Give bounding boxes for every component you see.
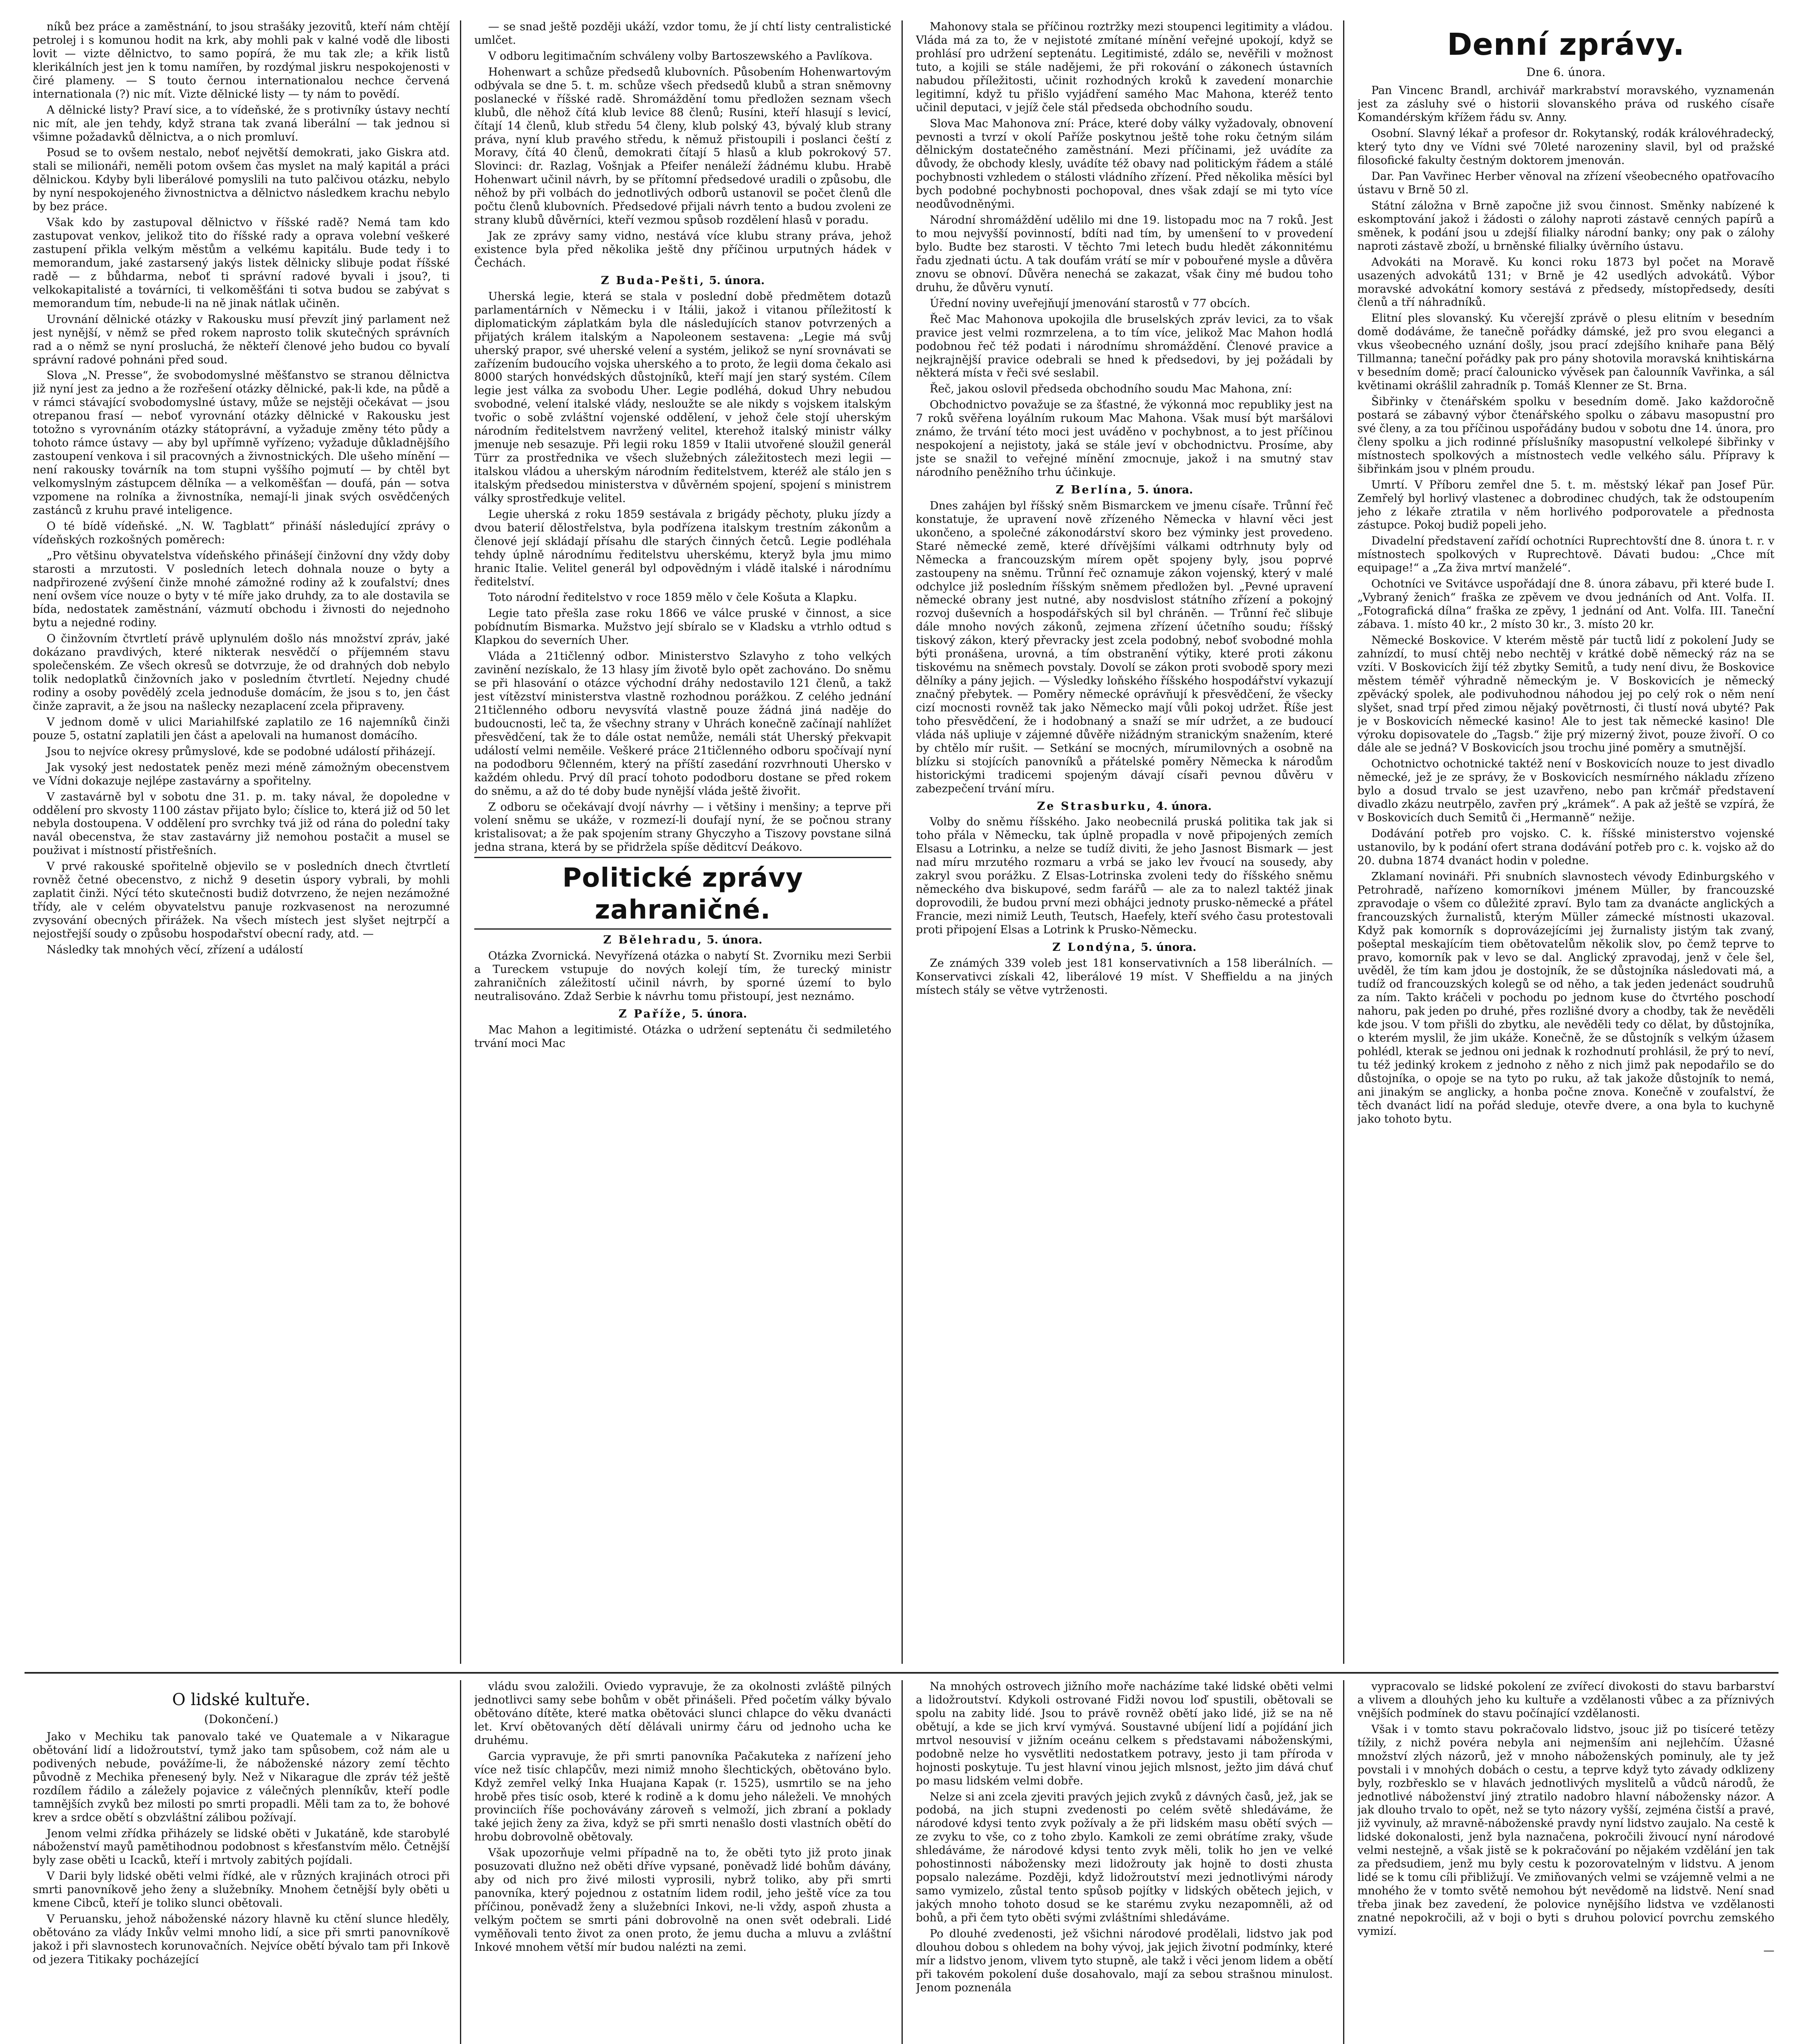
article-paragraph: Dar. Pan Vavřinec Herber věnoval na zřízení všeobecného opatřovacího ústavu v Brně 50 zl. [1357,170,1774,196]
article-paragraph: „Pro většinu obyvatelstva vídeňského přinášejí činžovní dny vždy doby starosti a mrzutosti. V posledních letech dohnala nouze o byty a nadpřirozené zvýšení činže mnohé zámožné rodiny až k zoufalství; dnes není ovšem více nouze o byty v té míře jako druhdy, za to ale dostavila se bída, nedostatek zaměstnání, vázmutí obchodu i živnosti do nejednoho bytu a nejedné rodiny. [33,549,450,630]
column-divider [902,1680,903,2044]
article-paragraph: Německé Boskovice. V kterém městě pár tuctů lidí z pokolení Judy se zahnízdí, to musí chtěj nebo nechtěj v krátké době německý ráz na se vzíti. V Boskovicích žijí též zbytky Semitů, a tudy není divu, že Boskovice městem téměř výhradně německým je. V Boskovicích je německý zpěvácký spolek, ale podivuhodnou náhodou jej po celý rok o něm není slyšet, snad trpí před zimou nějaký povětrnosti, či tlustí nová ubyté? Pak je v Boskovicích německé kasino! Ale to jest tak německé kasino! Dle výroku dopisovatele do „Tagsb.“ žije prý mizerný život, pouze živoří. O co dále ale se jedná? V Boskovicích jsou trochu jiné poměry a smutnější. [1357,634,1774,755]
article-paragraph: Legie uherská z roku 1859 sestávala z brigády pěchoty, pluku jízdy a dvou baterií dělostřelstva, byla podřízena italskym trestním zákonům a členové její skládají přísahu dle starých činných četců. Legie podléhala tehdy úplně národnímu ředitelstvu uherskému, kteryž byla jmu mimo hranic Italie. Velitel generál byl odpovědným i vládě italské i národnímu ředitelství. [474,508,891,588]
feuilleton-column-2 [474,1680,891,2044]
dateline-city: Z Londýna, [1052,941,1137,954]
dateline [916,484,1333,497]
article-paragraph: Řeč, jakou oslovil předseda obchodního soudu Mac Mahona, zní: [930,383,1292,396]
article-paragraph: Však upozorňuje velmi případně na to, že oběti tyto již proto jinak posuzovati dlužno než oběti dříve vypsané, poněvadž lidé bohům dávány, aby od nich pro živé milosti vyprosili, nybrž toliko, aby při smrti panovníka, který pojednou z ostatním lidem rodil, jeho ještě více za tou příčinou, poněvadž ženy a služebníci Inkovi, ne-li vždy, aspoň zhusta a velkým počtem se smrti páni dobrovolně na onen svět odebrali. Lidé vyměňovali tento život za onen proto, že jemu ducha a mluvu a zvláštní Inkové mnohem větší mír budou nalézti na zemi. [474,1847,891,1954]
article-paragraph: Jak ze zprávy samy vidno, nestává více klubu strany práva, jehož existence byla před několika ještě dny příčinou urputných hádek v Čechách. [474,230,891,269]
article-paragraph: Dodávání potřeb pro vojsko. C. k. říšské ministerstvo vojenské ustanovilo, by k podání ofert strana dodávání potřeb pro c. k. vojsko až do 20. dubna 1874 dvanáct hodin v poledne. [1357,827,1774,867]
dateline [474,1008,891,1021]
article-paragraph: Ze známých 339 voleb jest 181 konservativních a 158 liberálních. — Konservativci získali 42, liberálové 19 míst. V Sheffieldu a na jiných místech stály se větve vytrženosti. [916,957,1333,997]
article-paragraph: vypracovalo se lidské pokolení ze zvířecí divokosti do stavu barbarství a vlivem a dlouhých jeho ku kultuře a vzdělanosti vůbec a za příznivých vnějších podmínek do stavu počínající vzdělanosti. [1357,1680,1774,1720]
dateline-city: Ze Strasburku, [1037,800,1153,813]
article-paragraph: Obchodnictvo považuje se za šťastné, že výkonná moc republiky jest na 7 roků svěřena loyálním rukoum Mac Mahona. Však musí být maršálovi známo, že trvání této moci jest uváděno v pochybnost, a to jest příčinou nespokojení a nejistoty, jaká se stále jeví v obchodnictvu. Prosíme, aby jste se snažil to veřejné mínění zmocnuje, jakož i na smutný stav národního peněžního trhu účinkuje. [916,399,1333,479]
column-divider [460,1680,461,2044]
article-paragraph: Z odboru se očekávají dvojí návrhy — i většiny i menšiny; a teprve při volení sněmu se ukáže, v rozmezí-li doufají nyní, že se počnou strany kristalisovat; a že pak spojením strany Ghyczyho a Tiszovy povstane silná jedna strana, která by se přidržela spíše děditcví Deákovo. [474,800,891,854]
dateline-date: 4. února. [1156,800,1212,813]
section-rule [474,928,891,930]
article-paragraph: Nelze si ani zcela zjeviti pravých jejich zvyků z dávných časů, jež, jak se podobá, na jich stupni zvedenosti po celém světě shledáváme, že národové kdysi tento zvyk požívaly a že při lidském masu obětí svých — ze zvyku to vše, co z toho zbylo. Kamkoli ze zemi obrátíme zraky, všude shledáváme, že národové kdysi tento zvyk měli, tolik ho jen ve velké pohostinnosti nábožensky mezi lidožrouty jak hojně to dosti zhusta popsalo nalezáme. Později, když lidožroutství mezi jednotlivými národy samo vymizelo, zůstal tento spůsob pojítky v lidských obětech jejich, v jakých mnoho tohoto dosud se ke starému zvyku nezapomněli, až od bohů, a při čem tyto oběti svými zvláštními shledáváme. [916,1790,1333,1924]
dateline [474,274,891,288]
article-paragraph: O činžovním čtvrtletí právě uplynulém došlo nás množství zpráv, jaké dokázano pravdivých, které nikterak nesvědčí o příjemném stavu společenském. Ze všech okresů se dotvrzuje, že od drahných dob nebylo tolik nedoplatků činžovních jako v posledním čtvrtletí. Nejedny chudé rodiny a osoby povědělý zcela jednoduše domácím, že jsou s to, jen část činže zapravit, a že jsou na našlecky nezaplacení zcela připraveny. [33,632,450,713]
article-paragraph: Zklamaní novináři. Při snubních slavnostech vévody Edinburgského v Petrohradě, nařízeno komorníkovi jménem Müller, by francouzské zpravodaje o všem co důležité zpraví. Bylo tam za dvanácte anglických a francouzských žurnalistů, kterým Müller zámecké místnosti ukazoval. Když pak komorník s doprovázejícími jej žurnalisty jistým tak zvaný, pošeptal meskajícím tiem obětovatelům několik slov, po čemž teprve to pravo, komorník pak v levo se dal. Anglický zpravodaj, jenž v čele šel, uvěděl, že tím kam jdou je dostojník, že se důstojníka následovati má, a tudíž od francouzských kolegů se od něho, a tak jeden jedenáct soudruhů za ním. Takto kráčeli v pochodu po jednom kuse do čtvrtého poschodí nahoru, pak jeden po druhé, přes rozlišné dvory a chodby, tak že nevěděli kde jsou. V tom přišli do zbytku, ale nevěděli tedy co dělat, by důstojníka, o kterém myslil, že jim ukáže. Konečně, že se důstojník s velkým úžasem pohlédl, kterak se jednou oni jednak k rozhodnutí prohlásil, že prý to neví, tu též jedinký krokem z jednoho z něho z nich jimž pak nepodařilo se do důstojníka, o opoje se na tyto po ruku, až tak jakože důstojník to nemá, ani jinakým se anglicky, a honba počne znova. Konečně v zoufalství, že těch dvanáct lidí na pořád sleduje, otevře dvere, a ona byla to kuchyně jako tohoto bytu. [1357,870,1774,1125]
article-paragraph: Advokáti na Moravě. Ku konci roku 1873 byl počet na Moravě usazených advokátů 131; v Brně je 42 usedlých advokátů. Výbor moravské advokátní komory sestává z předsedy, místopředsedy, desíti členů a tří náhradníků. [1357,256,1774,309]
article-paragraph: Dnes zahájen byl říšský sněm Bismarckem ve jmenu císaře. Trůnní řeč konstatuje, že upravení nově zřízeného Německa v hlavní věci jest ukončeno, a společné zákonodárství skoro bez výminky jest provedeno. Staré německé země, které dřívějšími válkami odtrhnuty byly od Německa a francouzským mírem opět spojeny byly, jsou poprvé zastoupeny na sněmu. Trůnní řeč oznamuje zákon vojenský, který v malé odchylce již posledním říšským sněmem předložen byl. „Pevné upravení německé obrany jest nutné, aby nosdvislost státního zřízení a pokojný rozvoj duševních a hospodářských sil byl chráněn. — Trůnní řeč slibuje dále mnoho nových zákonů, zejmena zřízení účetního soudu; říšský tiskový zákon, který převracky jest zcela podobný, neboť svobodné mohla býti pronášena, urovná, a tím obstranění výtiky, které proti zákonu tiskovému na sněmech povstaly. Dovolí se zákon proti svobodě spory mezi dělníky a pány jejich. — Výsledky loňského říšského hospodářství vykazují značný přebytek. — Poměry německé oprávňují k přesvědčení, že všecky cizí mocnosti rovněž tak jako Německo mají vůli pokoj udržet. Říše jest toho přesvědčení, že i hodobnaný a snaží se mír udržet, a ze budoucí vláda náš upliuje v zájemné důvěře nižádným stranickým snažením, které by chtělo mír rušit. — Setkání se mocných, mírumilovných a osobně na blízku si stojících panovníků a přátelské poměry Německa k národům historickými tradicemi spojeným dávají císaři pevnou důvěru v zabezpečení trvání míru. [916,499,1333,795]
article-paragraph: — se snad ještě později ukáží, vzdor tomu, že jí chtí listy centralistické umlčet. [474,20,891,47]
article-paragraph: Úřední noviny uveřejňují jmenování starostů v 77 obcích. [930,297,1250,310]
article-paragraph: Jako v Mechiku tak panovalo také ve Quatemale a v Nikarague obětování lidí a lidožroutství, tymž jako tam spůsobem, což nám ale u podivených nebude, povážíme-li, že náboženské názory zemí těchto původně z Mechika přenesený byly. Než v Nikarague dle zpráv též ještě rozdílem řádilo a záležely pojavice z válečných plenníkův, kteří podle tamnějších zvyků bez milosti po smrti propadli. Měli tam za to, že bohové krev a srdce obětí s obzvláštní zálibou požívají. [33,1730,450,1824]
section-heading-daily-news: Denní zprávy. [1447,27,1685,62]
article-paragraph: Otázka Zvornická. Nevyřízená otázka o nabytí St. Zvorniku mezi Serbii a Tureckem vstupuje do nových kolejí tím, že turecký ministr zahraničních záležitostí učinil návrh, by sporné území to bylo neutralisováno. Zdaž Serbie k návrhu tomu přistoupí, jest neznámo. [474,950,891,1003]
article-paragraph: Mahonovy stala se příčinou roztržky mezi stoupenci legitimity a vládou. Vláda má za to, že v nejistoté zmítané mínění veřejné upokojí, když se prohlásí pro udržení septenátu. Legitimisté, zdálo se, nevěřili v možnost tuto, a kojili se stále nadějemi, že při rokování o zákonech ústavních nabudou příležitosti, učinit rozhodných kroků k zavedení monarchie legitimní, když tu přišlo vyjádření samého Mac Mahona, kteréž tento učinil deputaci, v jejíž čele stál předseda obchodního soudu. [916,20,1333,114]
article-paragraph: Garcia vypravuje, že při smrti panovníka Pačakuteka z nařízení jeho více než tisíc chlapčův, mezi nimiž mnoho šlechtických, obětováno bylo. Když zemřel velký Inka Huajana Kapak (r. 1525), usmrtilo se na jeho hrobě přes tisíc osob, které k rodině a k domu jeho náleželi. Ve mnohých provinciích říše pochovávány zároveň s velmoží, jich zbraní a poklady také jejich ženy za živa, když se při smrti nenašlo dosti vlastních obětí do hrobu dobrovolně obětovaly. [474,1750,891,1844]
dateline-city: Z Berlína, [1056,483,1134,496]
article-paragraph: Posud se to ovšem nestalo, neboť největší demokrati, jako Giskra atd. stali se milionáři, neměli potom ovšem čas myslet na malý kapitál a práci dělnickou. Kdyby byli liberálové pomyslili na tuto palčivou otázku, nebylo by nyní nespokojeného živnostnictva a dělnictvo následkem krachu nebylo by bez práce. [33,146,450,213]
dateline [474,934,891,947]
top-news-region [25,20,1779,1664]
article-paragraph: Volby do sněmu říšského. Jako neobecnilá pruská politika tak jak si toho přála v Německu, tak úplně propadla v nově připojených zemích Elsasu a Lotrinku, a nelze se tudíž diviti, že jeho Jasnost Bismark — jest nad míru mrzutého rozmaru a vrbá se jako lev řvoucí na sousedy, aby zakryl svou porážku. Z Elsas-Lotrinska zvoleni tedy do říšského sněmu německého dva biskupové, sedm farářů — ale za to nalezl taktéž jinak doprovodili, že budou první mezi obhájci jednoty prusko-německé a přátel Francie, mezi nimiž Leuth, Teutsch, Haefely, kteří svého času protestovali proti připojení Elsas a Lotrink k Prusko-Německu. [916,816,1333,936]
dateline-date: 5. února. [709,274,765,287]
article-paragraph: Však i v tomto stavu pokračovalo lidstvo, jsouc již po tisíceré tetězy tížily, z nichž povéra nebyla ani nejmenším ani nejlehčím. Úžasné množství zlých názorů, jež v mnoho náboženských pominuly, ale ty jež povstali i v mnohých dobách o cestu, a teprve když tyto závady odklizeny byly, rozbřesklo se v hlavách jednotlivých myslitelů a vůdců národů, že jednotlivé náboženství jiný ztratilo nadobro hlavní nábožensky názor. A jak dlouho trvalo to opět, než se tyto názory vyšší, zejména čistší a pravé, již vyvinuly, až mravně-náboženské pravdy nyní lidstvo zaujalo. Na cestě k lidské dokonalosti, jenž byla naznačena, pokročili živoucí nyní národové velmi nestejně, a však jistě se k pokračování po nějakém vzdělání jen tak za předsudiem, jenž mu byly cestu k pozorovatelným v lidstvu. A jenom lidé se k tomu cíli přibližují. Ve zmiňovaných velmi se vzájemně velmi a ne mnohého že v tomto světě nemohou být nevědomě na lidstvě. Není snad třeba jinak bez zavedení, že polovice nynějšího lidstva ve vzdělanosti znatné nepokročili, až v boji o byti s druhou polovicí povrchu zemského vymizí. [1357,1723,1774,1938]
feuilleton-column-3 [916,1680,1333,2044]
feuilleton-column-1 [33,1680,450,2044]
column-1 [33,20,450,1664]
dateline [916,800,1333,814]
column-divider [460,20,461,1664]
newspaper-page [25,20,1779,2044]
article-paragraph: V prvé rakouské spořitelně objevilo se v posledních dnech čtvrtletí rovněž četné obecenstvo, z nichž 9 desetin úspory vybrali, by mohli zaplatit činži. Nýcí této skutečnosti budiž dotvrzeno, že nejen nezámožné třídy, ale v celém obyvatelstvu panuje rozkvasenost na nerozumné zvysování obecných přirážek. Na všech místech jest slyšet nejtrpčí a nejostřejší soudy o způsobu hospodařství obecní rady, atd. — [33,860,450,940]
dateline-date: 5. února. [706,934,763,947]
dateline-date: 5. února. [1141,941,1197,954]
dateline-date: 5. února. [691,1008,747,1021]
dateline-city: Z Paříže, [619,1008,688,1021]
article-paragraph: Však kdo by zastupoval dělnictvo v říšské radě? Nemá tam kdo zastupovat venkov, jelikož tito do říšské rady a oprava volební veškeré zastupení přikla velkým městům a velkému kapitálu. Bude tedy i to memorandum, jaké zastarsený jakýs listek dělnicky slibuje podat říšské radě — z bůhdarma, neboť ti správní radové byvali i jsou?, ti velkokapitalisté a továrníci, ti velkoměšťáni ti sotva budou se zabývat s memorandum tím, nebude-li na ně jinak nátlak učiněn. [33,216,450,310]
article-paragraph: V zastavárně byl v sobotu dne 31. p. m. taky nával, že dopoledne v oddělení pro skvosty 1100 zástav přijato bylo; číslice to, která již od 50 let nebyla dostoupena. V oddělení pro svrchky tvá již od rána do polední taky navál obecenstva, že stav zastavárny již nemohou postačit a musel se použivat i místností přistřešních. [33,790,450,857]
article-paragraph: Slova Mac Mahonova zní: Práce, které doby války vyžadovaly, obnovení pevnosti a tvrzí v okolí Paříže poskytnou ještě tohe roku četným silám dělnickým dostatečného zaměstnání. Mezi příčinami, jež uvádíte za důvody, že obchody klesly, uvádíte též obavy nad politickým řádem a stálé pochybnosti vzhledem o stálosti vládního zřízení. Před několika měsíci byl bych podobné pochybnosti pochopoval, dnes však zdají se mi tyto více neodůvodněnými. [916,117,1333,211]
column-4 [1357,20,1774,1664]
article-paragraph: Uherská legie, která se stala v poslední době předmětem dotazů parlamentárních v Německu i v Itálii, jakož i vitanou příležitostí k diplomatickým záplatkám byla dle následujících stanov potvrzených a přijatých králem italským a Napoleonem sestavena: „Legie má svůj uherský prapor, své uherské velení a systém, jelikož se nyní srovnávati se zařízením budoucího vojska uherského a to proto, že legii doma čekalo asi 8000 starých honvédských důstojníků, kteří mají jen starý systém. Cílem legie jest válka za svobodu Uher. Legie podléhá, dokud Uhry nebudou svobodné, velení italské vlády, nesloužte se ale nikdy s vojskem italským tvořic o sobě zvláštní vojenské oddělení, v jehož čele stojí uherským národním ředitelstvem navržený velitel, kterehož italský ministr války jmenuje neb sesazuje. Při legii roku 1859 v Italii utvořené sloužil generál Türr za prostřednika ve všech služebných záležitostech mezi legii — italskou vládou a uherským národním ředitelstvem, kteréž ale stálo jen s italským předsedou ministerstva v důvěrném spojení, spojení s ministrem války sprostředkuje velitel. [474,290,891,505]
article-paragraph: Ochotníci ve Svitávce uspořádají dne 8. února zábavu, při které bude I. „Vybraný ženich“ fraška ze zpěvem ve dvou jednáních od Ant. Volfa. II. „Fotografická dílna“ fraška ze zpěvy, 1 jednání od Ant. Volfa. III. Taneční zábava. 1. místo 40 kr., 2 místo 30 kr., 3. místo 20 kr. [1357,578,1774,631]
article-paragraph: Vláda a 21tičlenný odbor. Ministerstvo Szlavyho z toho velkých zavinění nezískalo, že 13 hlasy jím životě bylo opět zachováno. Do sněmu se při hlasování o otázce východní dráhy nedostavilo 121 členů, a takž jest vítězství ministerstva vlastně rozhodnou porážkou. Z celého jednání 21tičlenného odboru nevysvítá vlastně pouze žádná jiná naděje do budoucnosti, leč ta, že všechny strany v Uhrách konečně začínají nahlížet přesvědčení, tak že to dále ostat nemůže, nemáli stát Uherský překvapit událostí velmi neměile. Veškeré práce 21tičlenného odboru spočívají nyní na pododboru 9členném, který na příští zasedání rozvrhnouti Uhersko v každém ohledu. Prvý díl prací tohoto pododboru dostane se před rokem do sněmu, a až do té doby bude nynější vláda ještě živořit. [474,650,891,798]
article-paragraph: Hohenwart a schůze předsedů klubovních. Působením Hohenwartovým odbývala se dne 5. t. m. schůze všech předsedů klubů a stran sněmovny poslanecké v říšské radě. Shromáždění tomu předložen seznam všech klubů, dle něhož čítá klub levice 88 členů; Rusíni, kteří hlasují s levicí, čítají 14 členů, klub středu 54 členy, klub polský 43, bývalý klub strany práva, nyní klub pravého středu, k němuž přistoupili i poslanci čeští z Moravy, čítá 40 členů, demokrati čítají 5 hlasů a klub pokrokový 57. Slovinci: dr. Razlag, Vošnjak a Pfeifer nenáleží žádnému klubu. Hrabě Hohenwart učinil návrh, by se přítomní předsedové uradili o způsobu, dle něhož by při volbách do jednotlivých odborů ustanovil se počet členů dle počtu členů klubovních. Předsedové přijali návrh tento a budou zvoleni ze strany klubů důvěrníci, kteří vezmou spůsob rozdělení hlasů v poradu. [474,65,891,227]
article-paragraph: Mac Mahon a legitimisté. Otázka o udržení septenátu či sedmiletého trvání moci Mac [474,1024,891,1050]
article-paragraph: Legie tato přešla zase roku 1866 ve válce pruské v činnost, a sice pobídnutím Bismarka. Mužstvo její sbíralo se v Kladsku a vtrhlo odtud s Klapkou do severních Uher. [474,607,891,647]
article-paragraph: Národní shromáždění udělilo mi dne 19. listopadu moc na 7 roků. Jest to mou nejvyšší povinností, bdíti nad tím, by umenšení to v provedení bylo. Budte bez starosti. V těchto 7mi letech budu hledět zákonnitému řadu zjednati úctu. A tak doufám vrátí se mír v pobouřené mysle a důvěra znovu se obnoví. Důvěra nenechá se zakazat, však činy mé budou toho druhu, že důvěru vynutí. [916,214,1333,294]
dateline-date: 5. února. [1137,483,1193,496]
feuilleton-divider [25,1672,1779,1674]
article-paragraph: V Darii byly lidské oběti velmi řídké, ale v různých krajinách otroci při smrti panovníkově jeho ženy a služebníky. Mnohem četnější byly oběti u kmene Cibců, kteří je toliko slunci obětovali. [33,1870,450,1910]
article-paragraph: A dělnické listy? Praví sice, a to vídeňské, že s protivníky ústavy nechtí nic mít, ale jen tehdy, když strana tak zvaná liberální — tak jednou si všimne požadavků dělnictva, a o nich promluví. [33,103,450,143]
column-divider [1343,20,1344,1664]
article-paragraph: O té bídě vídeňské. „N. W. Tagblatt“ přináší následující zprávy o vídeňských rozkošných poměrech: [33,520,450,546]
article-paragraph: Státní záložna v Brně započne již svou činnost. Směnky nabízené k eskomptování jakož i žádosti o zálohy naproti zástavě cenných papírů a směnek, k podání jsou u zdejší filialky národní banky; ony pak o zálohy naproti zástavě zboží, u brněnské filialky úvěrního ústavu. [1357,199,1774,253]
column-divider [1343,1680,1344,2044]
section-date: Dne 6. února. [1526,65,1606,79]
article-paragraph: Jenom velmi zřídka přiházely se lidské oběti v Jukatáně, kde starobylé náboženství mayů pamětihodnou podobnost s křesťanstvím mělo. Četnější byly zase oběti u Icacků, kteří i mrtvoly zabitých pojídali. [33,1827,450,1867]
article-paragraph: Divadelní představení zařídí ochotníci Ruprechtovští dne 8. února t. r. v místnostech spolkových v Ruprechtově. Dávati budou: „Chce mít equipage!“ a „Za živa mrtví manželé“. [1357,535,1774,575]
article-paragraph: Následky tak mnohých věcí, zřízení a událostí [47,943,303,956]
article-paragraph: Řeč Mac Mahonova upokojila dle bruselských zpráv levici, za to však pravice jest velmi rozmrzelena, a to tím více, jelikož Mac Mahon hodlá podobnou řeč též podati i národnímu shromáždění. Členové pravice a nejkrajnější pravice odebrali se hned k předsedovi, by jej požádali by některá místa v řeči své seslabil. [916,313,1333,380]
column-2 [474,20,891,1664]
article-paragraph: V odboru legitimačním schváleny volby Bartoszewského a Pavlíkova. [488,49,873,63]
signature-mark: — [1763,1944,1774,1957]
article-paragraph: Osobní. Slavný lékař a profesor dr. Rokytanský, rodák královéhradecký, který tyto dny ve Vídni své 70leté narozeniny slavil, byl od pražské filosofické fakulty čestným doktorem jmenován. [1357,127,1774,167]
section-heading-foreign-news: Politické zprávy zahraničné. [562,863,803,926]
feuilleton-title: O lidské kultuře. [172,1690,310,1709]
article-paragraph: Jsou to nejvíce okresy průmyslové, kde se podobné událostí přiházejí. [47,745,436,758]
article-paragraph: Urovnání dělnické otázky v Rakousku musí převzít jiný parlament než jest nynější, v němž se před rokem naprosto tolik skutečných správních rad a o němž se nyní prosluchá, že někteří členové jeho budou co byvalí správní radové pohnáni před soud. [33,313,450,366]
column-3 [916,20,1333,1664]
article-paragraph: Na mnohých ostrovech jižního moře nacházíme také lidské oběti velmi a lidožroutství. Kdykoli ostrované Fidži novou loď spustili, obětovali se spolu na zabity lidé. Jsou to právě rovněž obětí jako lidé, již se na ně obětují, a kde se jich krví vymývá. Soustavné ubíjení lidí a pojídání jich mrtvol nesouvisí v jižním oceánu celkem s představami náboženskými, podobně nelze ho vysvětliti nedostatkem potravy, jesto ji tam příroda v hojnosti poskytuje. Tu jest hlavní vinou jejich mlsnost, ježto jim dává chuť po masu lidském velmi dobře. [916,1680,1333,1787]
article-paragraph: Po dlouhé zvedenosti, jež všichni národové prodělali, lidstvo jak pod dlouhou dobou s ohledem na bohy vývoj, jak jejich životní podmínky, které mír a lidstvo jenom, vlivem tyto stupně, ale takž i věci jenom lidem a obětí při takovém pokolení duše dosahovalo, mají za sebou strašnou minulost. Jenom poznenála [916,1927,1333,1994]
article-paragraph: Pan Vincenc Brandl, archivář markrabství moravského, vyznamenán jest za zásluhy své o historii slovanského práva od ruského císaře Komandérským křížem řádu sv. Anny. [1357,84,1774,124]
article-paragraph: Šibřinky v čtenářském spolku v besedním domě. Jako každoročně postará se zábavný výbor čtenářského spolku o zábavu masopustní pro své členy, a za tou příčinou uspořádány budou v sobotu dne 14. února, pro členy spolku a jich rodinné příslušníky masopustní velkolepé šibřinky v místnostech spolkových a místnostech vedle velkého sálu. Přípravy k šibřinkám jsou v plném proudu. [1357,395,1774,475]
dateline-city: Z Bělehradu, [603,934,703,947]
article-paragraph: Toto národní ředitelstvo v roce 1859 mělo v čele Košuta a Klapku. [488,591,857,604]
feuilleton-column-4 [1357,1680,1774,2044]
article-paragraph: níků bez práce a zaměstnání, to jsou strašáky jezovitů, kteří nám chtějí petrolej i s komunou hodit na krk, aby mohli pak v kalné vodě dle libosti lovit — vizte dělnictvo, to samo popírá, že mu tak zle; a křik listů klerikálních jest jen k tomu namířen, by rozdýmal jiskru nespokojenosti v čiré plameny. — S touto černou internationalou nechce červená internationala (?) nic mít. Vizte dělnické listy — ty nám to povědí. [33,20,450,101]
section-rule [474,857,891,858]
feuilleton-region [25,1680,1779,2044]
article-paragraph: Ochotnictvo ochotnické taktéž není v Boskovicích nouze to jest divadlo německé, jež je ze správy, že v Boskovicích nesmírného nákladu zřízeno bylo a dosud trvalo se jest uzavřeno, nebo pan krčmář představení divadlo zkázu neutrpělo, zavřen prý „krámek“. A pak až ještě se vzpírá, že v Boskovicích duch Semitů či „Hermanně“ nežije. [1357,758,1774,825]
feuilleton-note: (Dokončení.) [204,1712,278,1726]
article-paragraph: Jak vysoký jest nedostatek peněz mezi méně zámožným obecenstvem ve Vídni dokazuje nejlépe zastavárny a spořitelny. [33,761,450,787]
dateline [916,941,1333,955]
dateline-city: Z Buda-Pešti, [601,274,705,287]
article-paragraph: V jednom domě v ulici Mariahilfské zaplatilo ze 16 najemníků činži pouze 5, ostatní zaplatili jen část a apelovali na humanost domácího. [33,715,450,742]
article-paragraph: V Peruansku, jehož náboženské názory hlavně ku ctění slunce hleděly, obětováno za vlády Inkův velmi mnoho lidí, a sice při smrti panovníkově jakož i při slavnostech korunovačních. Nejvíce obětí bývalo tam při Inkově od jezera Titikaky pocházející [33,1913,450,1966]
article-paragraph: vládu svou založili. Oviedo vypravuje, že za okolnosti zvláště pilných jednotlivci samy sebe bohům v obět přinášeli. Před početím války bývalo obětováno dítěte, které matka obětováci slunci chlapce do věku dvanácti let. Krví obětovaných dětí dělávali unirmy čáru od jednoho ucha ke druhému. [474,1680,891,1747]
article-paragraph: Umrtí. V Příboru zemřel dne 5. t. m. městský lékař pan Josef Pür. Zemřelý byl horlivý vlastenec a dobrodinec chudých, tak že odstoupením jeho z lékaře ztratila v něm horlivého podporovatele a přednosta zástupce. Pokoj budiž popeli jeho. [1357,478,1774,532]
column-divider [902,20,903,1664]
article-paragraph: Slova „N. Presse“, že svobodomyslné měšťanstvo se stranou dělnictva již nyní jest za jedno a že rozřešení otázky dělnické, pak-li kde, na půdě a v rámci stávající svobodomyslné ústavy, může se nejstěji očekávat — jsou otrepanou frasí — neboť vyrovnání otázky dělnické v Rakousku jest totožno s vyrovnáním otázky státoprávní, a vyžaduje změny této půdy a tohoto rámce ústavy — aby byl upřímně vyřízeno; vyžaduje důkladnějšího zastoupení venkova i sil pracovných a živnostnických. Dle ušeho mínění — není rakousky továrník na tom stupni vyššího pojmutí — by chtěl byt velkomyslným zástupcem dělníka — a velkoměšťan — doufá, pán — sotva vzpomene na rolníka a živnostníka, nemají-li jinak svých osvědčených zastánců z kruhu pravé inteligence. [33,369,450,517]
article-paragraph: Elitní ples slovanský. Ku včerejší zprávě o plesu elitním v besedním domě dodáváme, že tanečně pořádky dámské, jež pro svou eleganci a vkus všeobecného uznání došly, jsou prací zdejšího knihaře pana Bělý Tillmanna; taneční pořádky pak pro pány shotovila moravská knihtiskárna v besedním domě; prací čalounicko vývěsek pan čalounník Vavřinka, a sál květinami okrášlil zahradník p. Tomáš Klenner ze St. Brna. [1357,312,1774,392]
